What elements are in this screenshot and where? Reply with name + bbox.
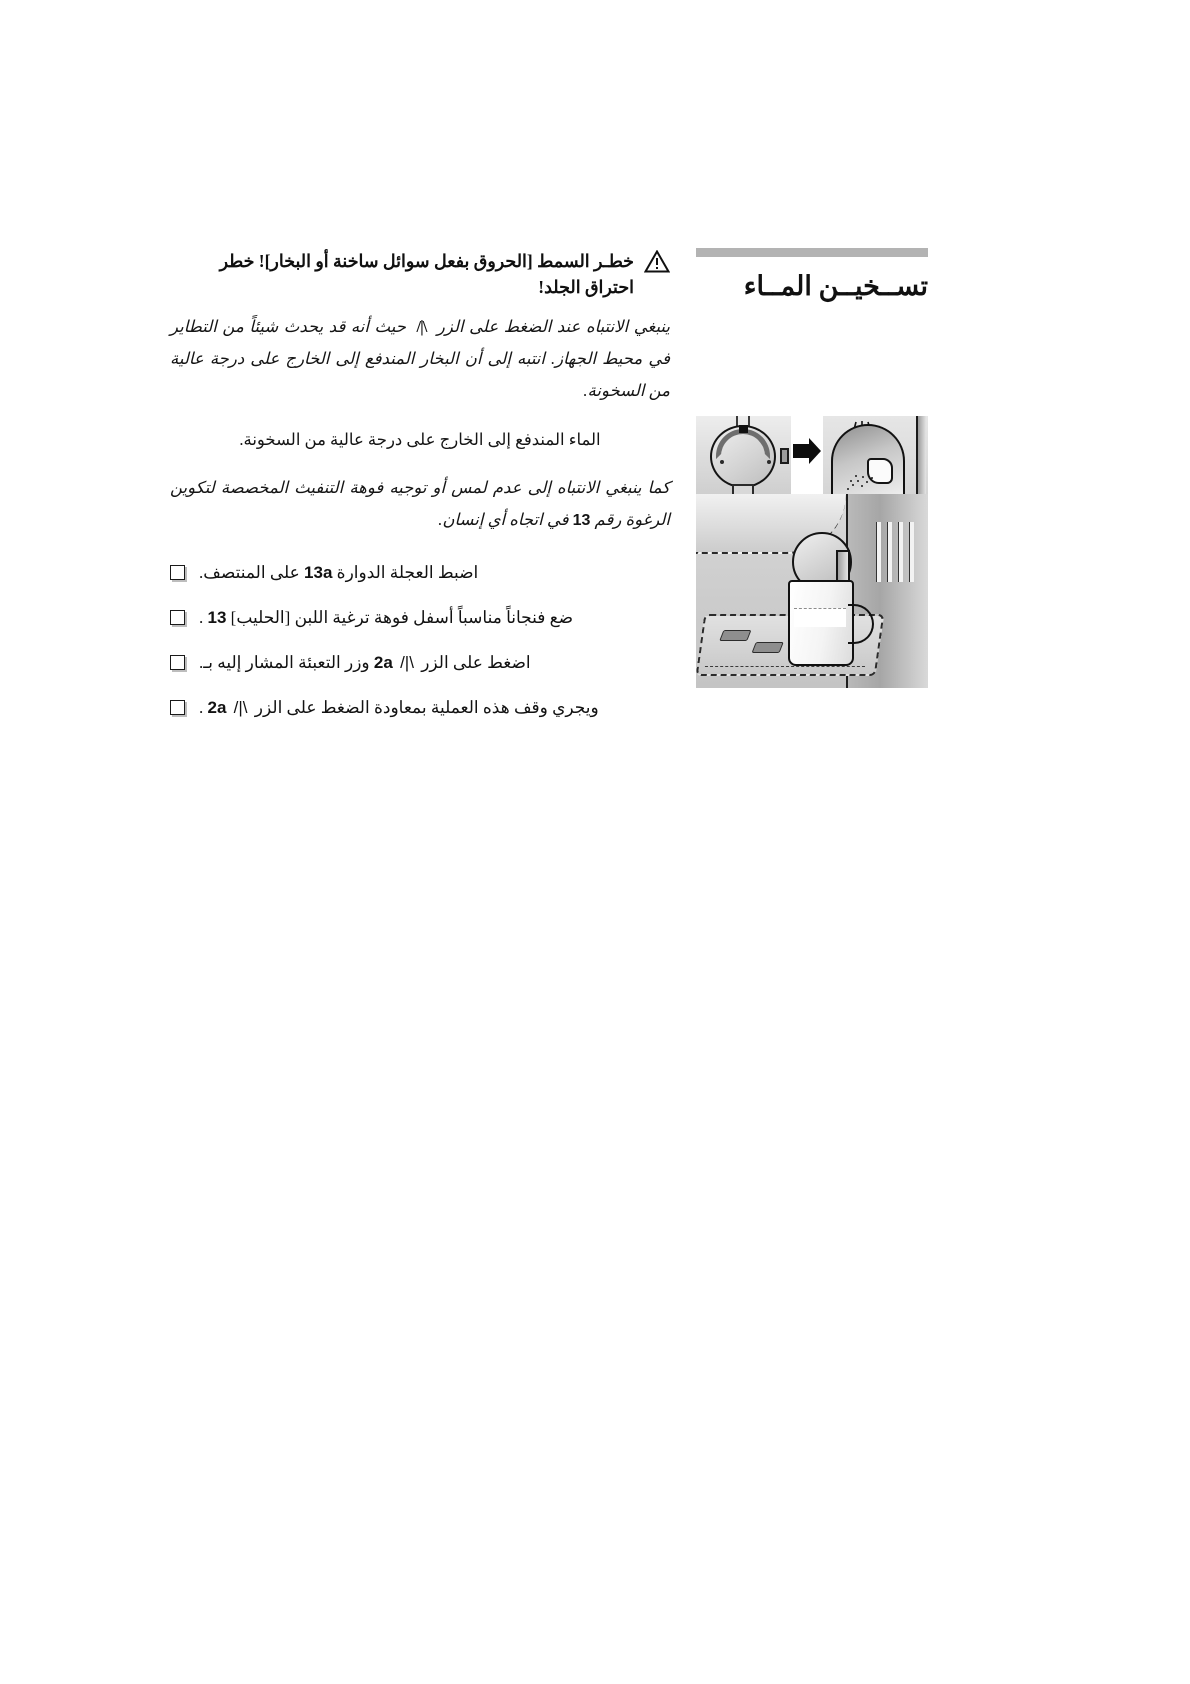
step-text-before: ضع فنجاناً مناسباً أسفل فوهة ترغية اللبن [الحليب] bbox=[230, 607, 574, 627]
page-title: تســخيــن المــاء bbox=[743, 271, 928, 301]
warning-heading-text: خطـر السمط [الحروق بفعل سوائل ساخنة أو البخار]! خطر احتراق الجلد! bbox=[219, 251, 634, 298]
warning-paragraph-3 bbox=[170, 472, 670, 536]
arrow-panel bbox=[791, 416, 823, 494]
drip-tray-edge-line bbox=[705, 666, 865, 668]
step-text-after: . bbox=[199, 698, 204, 718]
list-item bbox=[170, 649, 670, 676]
nozzle-right-edge bbox=[916, 416, 926, 494]
warning-paragraph-1 bbox=[170, 311, 670, 408]
drip-tray-slot bbox=[719, 630, 751, 641]
machine-cup-panel bbox=[696, 494, 928, 688]
steam-button-glyph-icon: \|/ bbox=[233, 698, 248, 718]
step-text bbox=[199, 649, 531, 676]
warning-p3-before: كما ينبغي الانتباه إلى عدم لمس أو توجيه فوهة التنفيث المخصصة لتكوين الرغوة رقم bbox=[170, 478, 670, 530]
knob-pointer-mark bbox=[739, 425, 748, 433]
rotary-knob-panel bbox=[696, 416, 791, 494]
coffee-cup bbox=[788, 580, 854, 666]
arrow-head-icon bbox=[809, 438, 821, 464]
step-text-before: ويجري وقف هذه العملية بمعاودة الضغط على الزر bbox=[254, 698, 599, 718]
warning-p3-after: في اتجاه أي إنسان. bbox=[438, 510, 569, 530]
water-heating-illustration bbox=[696, 416, 928, 688]
figure-top-row bbox=[696, 416, 928, 494]
warning-p1-after: حيث أنه قد يحدث شيئاً من التطاير في محيط الجهاز. انتبه إلى أن البخار المندفع إلى الخارج على درجة عالية من السخونة. bbox=[170, 316, 670, 400]
step-text-before: اضبط العجلة الدوارة bbox=[336, 562, 479, 582]
step-text-after: على المنتصف. bbox=[199, 562, 300, 582]
steam-nozzle-panel bbox=[823, 416, 928, 494]
checkbox-square-icon[interactable] bbox=[170, 700, 185, 715]
step-text-after: . bbox=[199, 607, 204, 627]
checkbox-square-icon[interactable] bbox=[170, 655, 185, 670]
list-item bbox=[170, 604, 670, 631]
step-text-before: اضغط على الزر bbox=[421, 652, 531, 672]
checkbox-square-icon[interactable] bbox=[170, 610, 185, 625]
title-rule bbox=[696, 248, 928, 257]
section-header bbox=[696, 248, 928, 302]
water-spray-icon bbox=[845, 470, 875, 492]
steam-button-glyph-icon: \|/ bbox=[416, 316, 427, 336]
warning-triangle-icon bbox=[644, 250, 670, 273]
warning-and-steps-column bbox=[170, 248, 670, 739]
cup-liquid-level bbox=[794, 608, 846, 627]
checkbox-square-icon[interactable] bbox=[170, 565, 185, 580]
step-text bbox=[199, 604, 573, 631]
machine-grill bbox=[876, 522, 922, 582]
step-ref: 13a bbox=[304, 562, 333, 582]
step-ref: 2a bbox=[207, 698, 227, 718]
drip-tray-slot bbox=[752, 642, 784, 653]
knob-foot bbox=[732, 484, 754, 494]
warning-paragraph-2: الماء المندفع إلى الخارج على درجة عالية من السخونة. bbox=[239, 429, 601, 449]
step-list bbox=[170, 559, 670, 722]
warning-heading bbox=[170, 248, 670, 301]
list-item bbox=[170, 694, 670, 721]
step-text bbox=[199, 694, 599, 721]
warning-p1-before: ينبغي الانتباه عند الضغط على الزر bbox=[436, 316, 670, 336]
warning-p3-ref: 13 bbox=[572, 512, 591, 530]
knob-side-tab bbox=[780, 448, 789, 464]
knob-dot-right bbox=[767, 460, 771, 464]
step-ref: 13 bbox=[207, 607, 227, 627]
step-text-after: وزر التعبئة المشار إليه بـ. bbox=[199, 652, 370, 672]
knob-dot-left bbox=[720, 460, 724, 464]
list-item bbox=[170, 559, 670, 586]
step-text bbox=[199, 559, 478, 586]
step-ref: 2a bbox=[373, 652, 393, 672]
steam-button-glyph-icon: \|/ bbox=[400, 652, 414, 672]
